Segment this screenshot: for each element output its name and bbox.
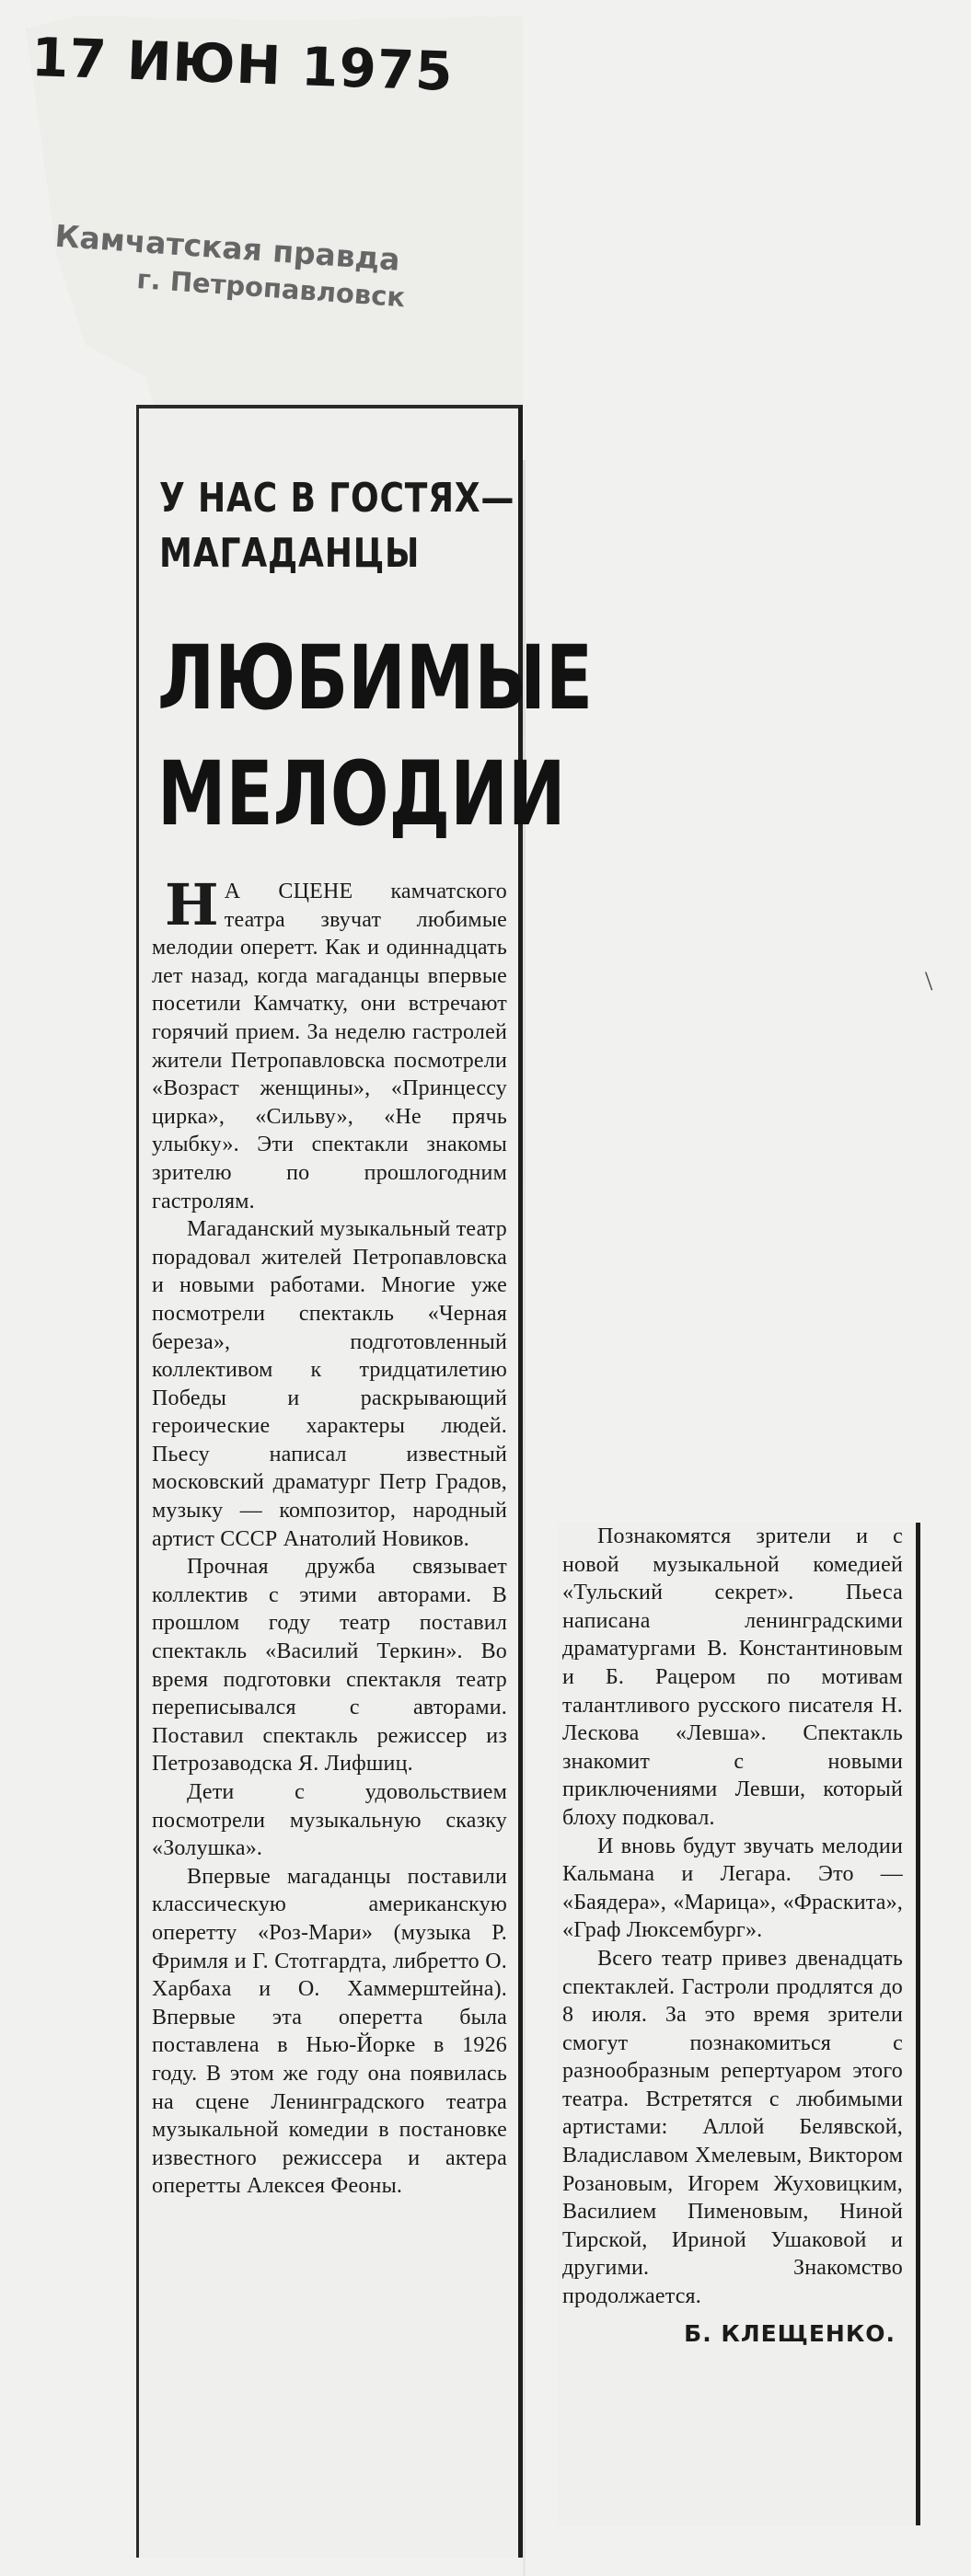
kicker-line-2: МАГАДАНЦЫ <box>159 530 421 577</box>
paragraph: Впервые магаданцы поставили классическую американскую оперетту «Роз-Мари» (музыка Р. Фримля и Г. Стотгардта, либретто О. Харбаха и О. Хаммерштейна). Впервые эта оперетта была поставлена в Нью-Йорке в 1926 году. В этом же году она появилась на сцене Ленинградского театра музыкальной комедии в постановке известного режиссера и актера оперетты Алексея Феоны. <box>152 1864 507 2199</box>
paragraph: Магаданский музыкальный театр порадовал жителей Петропавловска и новыми работами. Многие уже посмотрели спектакль «Черная береза», подготовленный коллективом к тридцатилетию Победы и раскрывающий героические характеры людей. Пьесу написал известный московский драматург Петр Градов, музыку — композитор, народный артист СССР Анатолий Новиков. <box>152 1217 507 1551</box>
article-column-right <box>557 1523 920 2525</box>
article-kicker <box>159 471 522 581</box>
paragraph: И вновь будут звучать мелодии Кальмана и Легара. Это — «Баядера», «Марица», «Фраскита», «Граф Люксембург». <box>562 1834 903 1943</box>
paragraph: Прочная дружба связывает коллектив с этими авторами. В прошлом году театр поставил спектакль «Василий Теркин». Во время подготовки спектакля театр переписывался с авторами. Поставил спектакль режиссер из Петрозаводска Я. Лифшиц. <box>152 1555 507 1777</box>
paragraph: Познакомятся зрители и с новой музыкальной комедией «Тульский секрет». Пьеса написана ленинградскими драматургами В. Константиновым и Б. Рацером по мотивам талантливого русского писателя Н. Лескова «Левша». Спектакль знакомит с новыми приключениями Левши, который блоху подковал. <box>562 1524 903 1830</box>
paragraph: Всего театр привез двенадцать спектаклей. Гастроли продлятся до 8 июля. За это время зрители смогут познакомиться с разнообразным репертуаром этого театра. Встретятся с любимыми артистами: Аллой Белявской, Владиславом Хмелевым, Виктором Розановым, Игорем Жуховицким, Василием Пименовым, Ниной Тирской, Ириной Ушаковой и другими. Знакомство продолжается. <box>562 1946 903 2309</box>
kicker-line-1: У НАС В ГОСТЯХ— <box>159 475 515 522</box>
article-body-right <box>562 1523 903 2311</box>
stray-pencil-mark: \ <box>925 966 933 996</box>
newspaper-city: г. Петропавловск <box>135 263 407 314</box>
headline-line-1: ЛЮБИМЫЕ <box>157 627 594 730</box>
drop-cap: Н <box>165 871 219 938</box>
newspaper-name: Камчатская правда <box>53 217 401 278</box>
article-headline <box>157 620 594 852</box>
paragraph: Дети с удовольствием посмотрели музыкальную сказку «Золушка». <box>152 1780 507 1861</box>
author-signature: Б. КЛЕЩЕНКО. <box>684 2319 896 2347</box>
article-column-left <box>136 405 594 2558</box>
date-stamp: 17 ИЮН 1975 <box>29 26 455 103</box>
paragraph <box>152 871 507 1215</box>
headline-line-2: МЕЛОДИИ <box>157 742 566 845</box>
article-body-left <box>152 871 507 2201</box>
paragraph-text: А СЦЕНЕ камчатского театра звучат любимые мелодии оперетт. Как и одиннадцать лет назад, когда магаданцы впервые посетили Камчатку, они встречают горячий прием. За неделю гастролей жители Петропавловска посмотрели «Возраст женщины», «Принцессу цирка», «Сильву», «Не прячь улыбку». Эти спектакли знакомы зрителю по прошлогодним гастролям. <box>152 880 507 1213</box>
